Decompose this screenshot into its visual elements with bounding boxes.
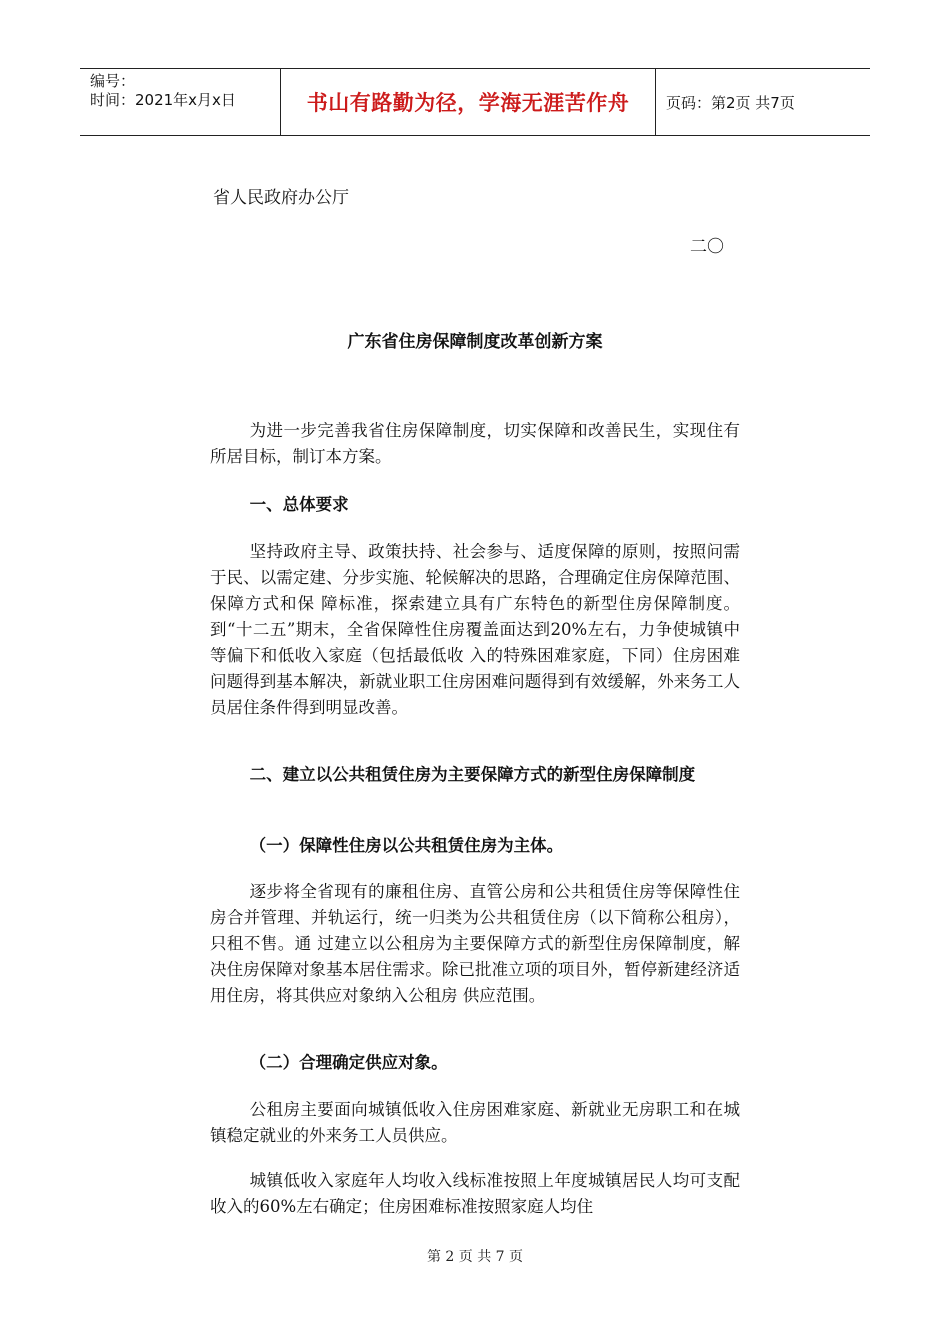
document-title: 广东省住房保障制度改革创新方案 <box>347 332 603 352</box>
page-footer: 第 2 页 共 7 页 <box>426 1249 524 1265</box>
intro-paragraph: 为进一步完善我省住房保障制度，切实保障和改善民生，实现住有所居目标，制订本方案。 <box>210 421 740 466</box>
document-time-label: 时间：2021年x月x日 <box>90 91 236 109</box>
issuing-office: 省人民政府办公厅 <box>213 188 349 208</box>
subsection-2-paragraph-1: 公租房主要面向城镇低收入住房困难家庭、新就业无房职工和在城镇稳定就业的外来务工人员供应。 <box>210 1100 740 1145</box>
section-1-paragraph: 坚持政府主导、政策扶持、社会参与、适度保障的原则，按照问需于民、以需定建、分步实施、轮候解决的思路，合理确定住房保障范围、保障方式和保 障标准，探索建立具有广东特色的新型住房保障制度。到“十二五”期末，全省保障性住房覆盖面达到20%左右，力争使城镇中等偏下和低收入家庭（包括最低收 入的特殊困难家庭，下同）住房困难问题得到基本解决，新就业职工住房困难问题得到有效缓解，外来务工人员居住条件得到明显改善。 <box>210 542 740 717</box>
section-2-heading: 二、建立以公共租赁住房为主要保障方式的新型住房保障制度 <box>249 765 696 784</box>
header-info-cell <box>80 69 281 135</box>
header-table <box>80 68 870 136</box>
header-motto: 书山有路勤为径，学海无涯苦作舟 <box>281 69 656 135</box>
section-1-heading: 一、总体要求 <box>249 495 349 514</box>
issue-date: 二〇 <box>690 237 724 257</box>
subsection-2-heading: （二）合理确定供应对象。 <box>249 1053 448 1072</box>
header-page-label: 页码：第2页 共7页 <box>666 93 795 112</box>
subsection-1-heading: （一）保障性住房以公共租赁住房为主体。 <box>249 836 564 855</box>
document-number-label: 编号： <box>90 72 136 90</box>
subsection-2-paragraph-2: 城镇低收入家庭年人均收入线标准按照上年度城镇居民人均可支配收入的60%左右确定；住房困难标准按照家庭人均住 <box>210 1171 740 1216</box>
subsection-1-paragraph: 逐步将全省现有的廉租住房、直管公房和公共租赁住房等保障性住房合并管理、并轨运行，统一归类为公共租赁住房（以下简称公租房），只租不售。通 过建立以公租房为主要保障方式的新型住房保障制度，解决住房保障对象基本居住需求。除已批准立项的项目外，暂停新建经济适用住房，将其供应对象纳入公租房 供应范围。 <box>210 882 740 1005</box>
